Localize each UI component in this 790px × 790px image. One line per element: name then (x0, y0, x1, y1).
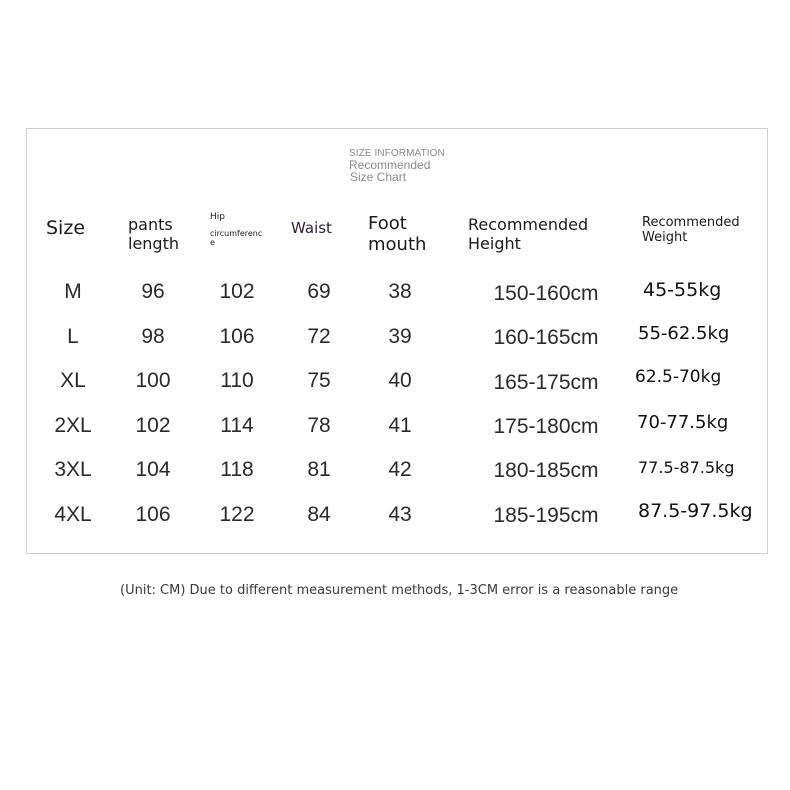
cell-hip: 118 (220, 458, 254, 481)
cell-hip: 114 (220, 414, 254, 437)
height-header-line2: Height (468, 234, 521, 253)
cell-height: 150-160cm (493, 282, 599, 305)
cell-height: 175-180cm (493, 415, 599, 438)
cell-pants-length: 98 (141, 325, 165, 348)
pants-header-line1: pants (128, 215, 173, 234)
cell-weight: 87.5-97.5kg (638, 500, 753, 522)
foot-header-line2: mouth (368, 234, 427, 255)
column-header-pants-length (128, 215, 179, 253)
cell-weight: 55-62.5kg (638, 323, 730, 344)
foot-header-line1: Foot (368, 213, 407, 234)
cell-foot-mouth: 38 (388, 280, 412, 303)
column-header-size: Size (46, 217, 86, 239)
cell-waist: 72 (307, 325, 331, 348)
weight-header-line1: Recommended (642, 215, 740, 230)
cell-weight: 45-55kg (643, 279, 722, 301)
size-chart-heading (349, 148, 445, 184)
hip-header-line2: circumferenc (210, 229, 263, 238)
hip-header-line1: Hip (210, 212, 225, 222)
pants-header-line2: length (128, 234, 179, 253)
column-header-waist: Waist (291, 219, 332, 237)
heading-size-chart: Size Chart (350, 170, 407, 184)
cell-size: M (64, 280, 82, 303)
cell-pants-length: 106 (135, 503, 171, 526)
column-header-foot-mouth (368, 213, 426, 255)
cell-waist: 81 (307, 458, 331, 481)
heading-size-information: SIZE INFORMATION (349, 148, 445, 159)
cell-size: XL (60, 369, 86, 392)
cell-pants-length: 100 (135, 369, 171, 392)
cell-height: 160-165cm (493, 326, 599, 349)
column-header-recommended-height (468, 215, 588, 253)
cell-waist: 69 (307, 280, 331, 303)
cell-hip: 122 (219, 503, 255, 526)
cell-foot-mouth: 40 (388, 369, 412, 392)
cell-pants-length: 104 (135, 458, 171, 481)
cell-size: 2XL (54, 414, 92, 437)
column-header-recommended-weight (642, 215, 740, 245)
heading-recommended: Recommended (349, 158, 431, 172)
height-header-line1: Recommended (468, 215, 589, 234)
cell-height: 180-185cm (493, 459, 599, 482)
cell-weight: 62.5-70kg (635, 367, 722, 387)
cell-height: 185-195cm (493, 504, 599, 527)
cell-hip: 106 (219, 325, 255, 348)
cell-foot-mouth: 39 (388, 325, 412, 348)
cell-size: L (67, 325, 79, 348)
cell-weight: 70-77.5kg (637, 412, 729, 433)
column-header-hip-circumference (210, 213, 272, 247)
measurement-note: (Unit: CM) Due to different measurement methods, 1-3CM error is a reasonable range (120, 583, 679, 598)
cell-hip: 110 (220, 369, 254, 392)
cell-pants-length: 96 (141, 280, 165, 303)
cell-height: 165-175cm (493, 371, 599, 394)
cell-foot-mouth: 42 (388, 458, 412, 481)
cell-waist: 84 (307, 503, 331, 526)
cell-hip: 102 (219, 280, 255, 303)
cell-size: 3XL (54, 458, 92, 481)
cell-waist: 75 (307, 369, 331, 392)
cell-foot-mouth: 41 (388, 414, 412, 437)
cell-waist: 78 (307, 414, 331, 437)
cell-weight: 77.5-87.5kg (638, 458, 735, 477)
hip-header-line3: e (210, 238, 215, 247)
cell-foot-mouth: 43 (388, 503, 412, 526)
size-chart-card (26, 128, 768, 554)
cell-size: 4XL (54, 503, 92, 526)
cell-pants-length: 102 (135, 414, 171, 437)
weight-header-line2: Weight (642, 230, 688, 245)
